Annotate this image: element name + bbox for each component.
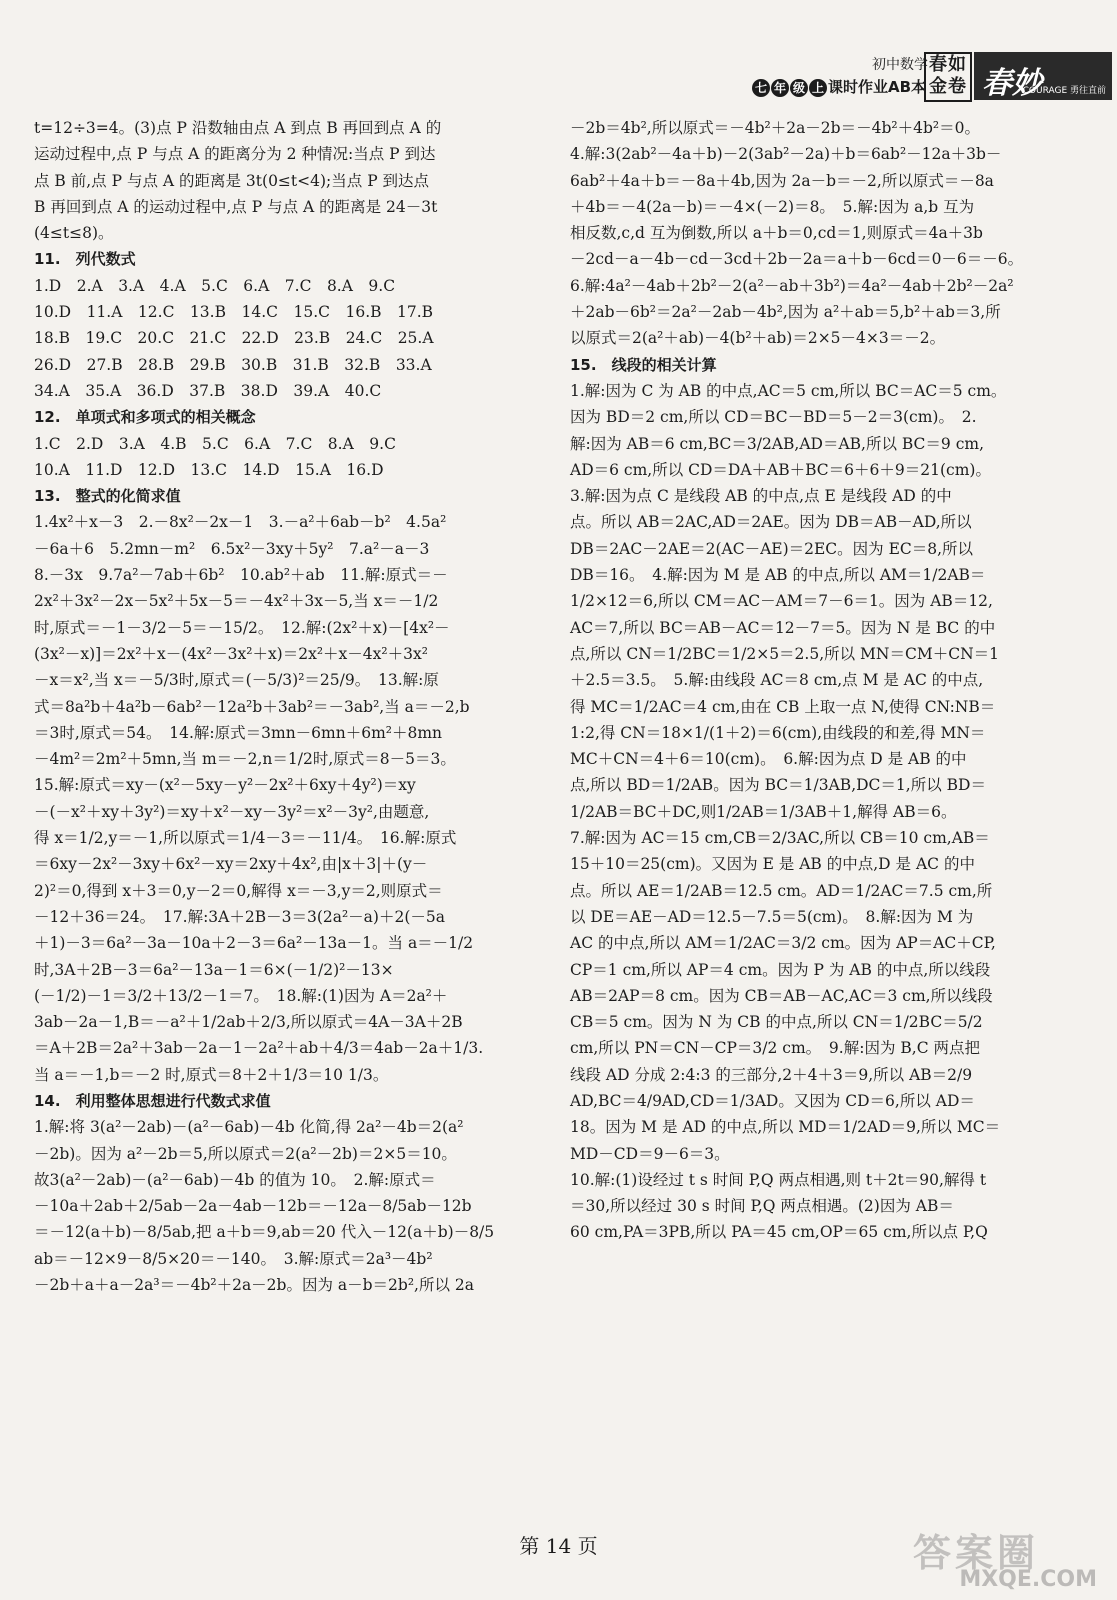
answer-line: －6a＋6 5.2mn－m² 6.5x²－3xy＋5y² 7.a²－a－3 [34, 539, 430, 558]
answer-line: ＝A＋2B＝2a²＋3ab－2a－1－2a²＋ab＋4/3＝4ab－2a＋1/3. [34, 1039, 484, 1058]
answer-line: 60 cm,PA＝3PB,所以 PA＝45 cm,OP＝65 cm,所以点 P,Q [570, 1223, 988, 1242]
section-heading: 12. 单项式和多项式的相关概念 [34, 408, 256, 427]
answer-line: 相反数,c,d 互为倒数,所以 a＋b＝0,cd＝1,则原式＝4a＋3b [570, 224, 983, 243]
answer-line: 8.－3x 9.7a²－7ab＋6b² 10.ab²＋ab 11.解:原式＝－ [34, 566, 448, 585]
answer-line: 得 MC＝1/2AC＝4 cm,由在 CB 上取一点 N,使得 CN:NB＝ [570, 697, 996, 716]
grade-badge: 七 [752, 79, 770, 97]
answer-line: 线段 AD 分成 2:4:3 的三部分,2＋4＋3＝9,所以 AB＝2/9 [570, 1065, 973, 1084]
answer-line: 以原式＝2(a²＋ab)－4(b²＋ab)＝2×5－4×3＝－2。 [570, 329, 946, 348]
answer-line: AB＝2AP＝8 cm。因为 CB＝AB－AC,AC＝3 cm,所以线段 [570, 986, 993, 1005]
book-title-text: 课时作业AB本 [828, 78, 927, 96]
answer-line: ＝－12(a＋b)－8/5ab,把 a＋b＝9,ab＝20 代入－12(a＋b)－8/5 [34, 1223, 495, 1242]
answer-line: 式＝8a²b＋4a²b－6ab²－12a²b＋3ab²＝－3ab²,当 a＝－2,b [34, 697, 470, 716]
answer-line: CP＝1 cm,所以 AP＝4 cm。因为 P 为 AB 的中点,所以线段 [570, 960, 991, 979]
answer-line: ＝3时,原式＝54。 14.解:原式＝3mn－6mn＋6m²＋8mn [34, 723, 443, 742]
left-column [34, 115, 534, 1298]
section-heading: 11. 列代数式 [34, 250, 136, 269]
answer-line: 1.4x²＋x－3 2.－8x²－2x－1 3.－a²＋6ab－b² 4.5a² [34, 513, 447, 532]
answer-line: t=12÷3=4。(3)点 P 沿数轴由点 A 到点 B 再回到点 A 的 [34, 119, 442, 137]
answer-line: 1:2,得 CN＝18×1/(1＋2)＝6(cm),由线段的和差,得 MN＝ [570, 723, 986, 742]
answer-line: MC＋CN＝4＋6＝10(cm)。 6.解:因为点 D 是 AB 的中 [570, 750, 967, 769]
answer-line: 1/2AB＝BC＋DC,则1/2AB＝1/3AB＋1,解得 AB＝6。 [570, 802, 957, 821]
answer-line: 15.解:原式＝xy－(x²－5xy－y²－2x²＋6xy＋4y²)＝xy [34, 776, 416, 795]
answer-line: －2cd－a－4b－cd－3cd＋2b－2a＝a＋b－6cd＝0－6＝－6。 [570, 250, 1024, 269]
answer-line: ＝30,所以经过 30 s 时间 P,Q 两点相遇。(2)因为 AB＝ [570, 1197, 954, 1216]
answer-line: 1.C 2.D 3.A 4.B 5.C 6.A 7.C 8.A 9.C [34, 434, 396, 453]
answer-line: 时,3A＋2B－3＝6a²－13a－1＝6×(－1/2)²－13× [34, 960, 394, 979]
answer-line: AC＝7,所以 BC＝AB－AC＝12－7＝5。因为 N 是 BC 的中 [570, 618, 996, 637]
grade-badge: 年 [771, 79, 789, 97]
answer-line: 解:因为 AB＝6 cm,BC＝3/2AB,AD＝AB,所以 BC＝9 cm, [570, 434, 985, 453]
answer-line: MD－CD＝9－6＝3。 [570, 1144, 730, 1163]
answer-line: 当 a＝－1,b＝－2 时,原式＝8＋2＋1/3＝10 1/3。 [34, 1065, 389, 1084]
answer-line: －2b＋a＋a－2a³＝－4b²＋2a－2b。因为 a－b＝2b²,所以 2a [34, 1276, 475, 1295]
answer-line: 4.解:3(2ab²－4a＋b)－2(3ab²－2a)＋b＝6ab²－12a＋3b－ [570, 145, 1002, 164]
answer-line: 10.A 11.D 12.D 13.C 14.D 15.A 16.D [34, 460, 384, 479]
answer-line: B 再回到点 A 的运动过程中,点 P 与点 A 的距离是 24－3t [34, 197, 438, 216]
answer-line: 2)²＝0,得到 x＋3＝0,y－2＝0,解得 x＝－3,y＝2,则原式＝ [34, 881, 443, 900]
answer-line: cm,所以 PN＝CN－CP＝3/2 cm。 9.解:因为 B,C 两点把 [570, 1039, 980, 1058]
answer-line: 2x²＋3x²－2x－5x²＋5x－5＝－4x²＋3x－5,当 x＝－1/2 [34, 592, 439, 611]
answer-line: 6.解:4a²－4ab＋2b²－2(a²－ab＋3b²)＝4a²－4ab＋2b²－2a² [570, 276, 1014, 295]
answer-line: ＋2ab－6b²＝2a²－2ab－4b²,因为 a²＋ab＝5,b²＋ab＝3,所 [570, 303, 1001, 322]
answer-line: AD,BC＝4/9AD,CD＝1/3AD。又因为 CD＝6,所以 AD＝ [570, 1091, 975, 1110]
series-box-line: 金卷 [929, 76, 967, 97]
answer-line: AC 的中点,所以 AM＝1/2AC＝3/2 cm。因为 AP＝AC＋CP, [570, 934, 996, 953]
page-number: 第 14 页 [519, 1534, 598, 1558]
answer-line: DB＝16。 4.解:因为 M 是 AB 的中点,所以 AM＝1/2AB＝ [570, 566, 986, 585]
right-column [570, 115, 1070, 1246]
answer-line: 34.A 35.A 36.D 37.B 38.D 39.A 40.C [34, 381, 382, 400]
answer-line: 1.解:因为 C 为 AB 的中点,AC＝5 cm,所以 BC＝AC＝5 cm。 [570, 381, 1007, 400]
answer-line: ab＝－12×9－8/5×20＝－140。 3.解:原式＝2a³－4b² [34, 1249, 433, 1268]
answer-line: DB＝2AC－2AE＝2(AC－AE)＝2EC。因为 EC＝8,所以 [570, 539, 974, 558]
answer-line: 10.D 11.A 12.C 13.B 14.C 15.C 16.B 17.B [34, 303, 434, 322]
answer-line: 得 x＝1/2,y＝－1,所以原式＝1/4－3＝－11/4。 16.解:原式 [34, 829, 457, 848]
answer-line: 26.D 27.B 28.B 29.B 30.B 31.B 32.B 33.A [34, 355, 432, 374]
answer-line: CB＝5 cm。因为 N 为 CB 的中点,所以 CN＝1/2BC＝5/2 [570, 1013, 983, 1032]
answer-line: ＋4b＝－4(2a－b)＝－4×(－2)＝8。 5.解:因为 a,b 互为 [570, 197, 975, 216]
answer-line: 故3(a²－2ab)－(a²－6ab)－4b 的值为 10。 2.解:原式＝ [34, 1170, 436, 1189]
logo-text: 春妙 [982, 66, 1042, 101]
section-heading: 15. 线段的相关计算 [570, 355, 717, 374]
subject-label: 初中数学 [872, 57, 928, 73]
answer-line: －(－x²＋xy＋3y²)＝xy＋x²－xy－3y²＝x²－3y²,由题意, [34, 802, 430, 821]
page-header [752, 52, 1114, 102]
answer-line: 以 DE＝AE－AD＝12.5－7.5＝5(cm)。 8.解:因为 M 为 [570, 907, 974, 926]
watermark-url: MXQE.COM [959, 1567, 1097, 1592]
answer-line: 运动过程中,点 P 与点 A 的距离分为 2 种情况:当点 P 到达 [34, 145, 436, 164]
answer-line: 1.解:将 3(a²－2ab)－(a²－6ab)－4b 化简,得 2a²－4b＝2(a² [34, 1118, 464, 1137]
answer-line: －4m²＝2m²＋5mn,当 m＝－2,n＝1/2时,原式＝8－5＝3。 [34, 750, 456, 769]
answer-line: 18.B 19.C 20.C 21.C 22.D 23.B 24.C 25.A [34, 329, 434, 348]
answer-line: －2b)。因为 a²－2b＝5,所以原式＝2(a²－2b)＝2×5＝10。 [34, 1144, 457, 1163]
watermark-text: 答案圈 [913, 1531, 1040, 1575]
answer-line: ＋2.5＝3.5。 5.解:由线段 AC＝8 cm,点 M 是 AC 的中点, [570, 671, 984, 690]
grade-badge: 上 [809, 79, 827, 97]
answer-line: 15＋10＝25(cm)。又因为 E 是 AB 的中点,D 是 AC 的中 [570, 855, 975, 874]
answer-line: 10.解:(1)设经过 t s 时间 P,Q 两点相遇,则 t＋2t＝90,解得 t [570, 1170, 987, 1189]
series-box-line: 春如 [929, 54, 967, 75]
brand-logo [974, 52, 1112, 100]
answer-line: 点。所以 AB＝2AC,AD＝2AE。因为 DB＝AB－AD,所以 [570, 513, 972, 532]
answer-line: 3.解:因为点 C 是线段 AB 的中点,点 E 是线段 AD 的中 [570, 487, 952, 506]
answer-line: 点,所以 CN＝1/2BC＝1/2×5＝2.5,所以 MN＝CM＋CN＝1 [570, 644, 1000, 663]
answer-line: －10a＋2ab＋2/5ab－2a－4ab－12b＝－12a－8/5ab－12b [34, 1197, 472, 1216]
answer-line: －x＝x²,当 x＝－5/3时,原式＝(－5/3)²＝25/9。 13.解:原 [34, 671, 439, 690]
site-watermark [913, 1514, 1103, 1592]
answer-line: －12＋36＝24。 17.解:3A＋2B－3＝3(2a²－a)＋2(－5a [34, 907, 445, 926]
answer-line: 点 B 前,点 P 与点 A 的距离是 3t(0≤t<4);当点 P 到达点 [34, 171, 430, 190]
answer-line: (4≤t≤8)。 [34, 224, 114, 243]
section-heading: 13. 整式的化简求值 [34, 487, 181, 506]
answer-line: 1.D 2.A 3.A 4.A 5.C 6.A 7.C 8.A 9.C [34, 276, 396, 295]
answer-line: 18。因为 M 是 AD 的中点,所以 MD＝1/2AD＝9,所以 MC＝ [570, 1118, 1001, 1137]
answer-line: 3ab－2a－1,B＝－a²＋1/2ab＋2/3,所以原式＝4A－3A＋2B [34, 1013, 463, 1032]
answer-line: 1/2×12＝6,所以 CM＝AC－AM＝7－6＝1。因为 AB＝12, [570, 592, 993, 611]
book-title [752, 76, 926, 97]
answer-line: ＋1)－3＝6a²－3a－10a＋2－3＝6a²－13a－1。当 a＝－1/2 [34, 934, 474, 953]
answer-line: 7.解:因为 AC＝15 cm,CB＝2/3AC,所以 CB＝10 cm,AB＝ [570, 829, 990, 848]
answer-line: AD＝6 cm,所以 CD＝DA＋AB＋BC＝6＋6＋9＝21(cm)。 [570, 460, 991, 479]
answer-line: 时,原式＝－1－3/2－5＝－15/2。 12.解:(2x²＋x)－[4x²－ [34, 618, 450, 637]
answer-line: (3x²－x)]＝2x²＋x－(4x²－3x²＋x)＝2x²＋x－4x²＋3x² [34, 644, 428, 663]
answer-line: 点。所以 AE＝1/2AB＝12.5 cm。AD＝1/2AC＝7.5 cm,所 [570, 881, 993, 900]
series-box [924, 52, 972, 102]
answer-line: ＝6xy－2x²－3xy＋6x²－xy＝2xy＋4x²,由|x＋3|＋(y－ [34, 855, 428, 874]
answer-line: －2b＝4b²,所以原式＝－4b²＋2a－2b＝－4b²＋4b²＝0。 [570, 119, 980, 137]
answer-line: 因为 BD＝2 cm,所以 CD＝BC－BD＝5－2＝3(cm)。 2. [570, 408, 977, 427]
answer-line: 点,所以 BD＝1/2AB。因为 BC＝1/3AB,DC＝1,所以 BD＝ [570, 776, 986, 795]
logo-tagline: COURAGE 勇往直前 [1022, 86, 1106, 96]
grade-badge: 级 [790, 79, 808, 97]
answer-line: (－1/2)－1＝3/2＋13/2－1＝7。 18.解:(1)因为 A＝2a²＋ [34, 986, 448, 1005]
section-heading: 14. 利用整体思想进行代数式求值 [34, 1091, 271, 1110]
answer-line: 6ab²＋4a＋b＝－8a＋4b,因为 2a－b＝－2,所以原式＝－8a [570, 171, 994, 190]
